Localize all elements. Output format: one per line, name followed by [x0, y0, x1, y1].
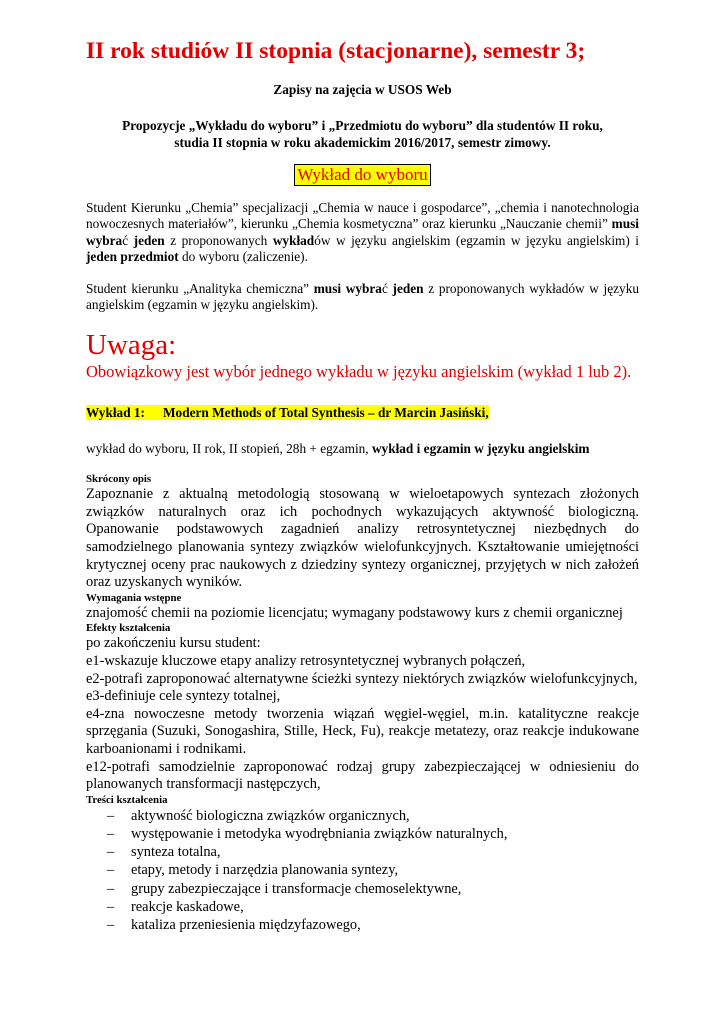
efekty-label: Efekty kształcenia	[86, 622, 171, 635]
document-page	[86, 36, 639, 934]
efekt-item: e1-wskazuje kluczowe etapy analizy retrosyntetycznej wybranych połączeń,	[86, 653, 526, 670]
lecture-1-desc-text: wykład do wyboru, II rok, II stopień, 28h + egzamin,	[86, 440, 372, 456]
para1-one: jeden	[133, 232, 165, 248]
lecture-1-heading	[86, 404, 639, 421]
para1-text-5: do wyboru (zaliczenie).	[178, 248, 308, 264]
skrocony-opis-text: Zapoznanie z aktualną metodologią stosowaną w wieloetapowych syntezach złożonych związków naturalnych oraz ich pochodnych wykazujących aktywność biologiczną. Opanowanie podstawowych zagadnień analizy retrosyntetycznej niezbędnych do samodzielnego planowania syntezy związków wielofunkcyjnych. Kształtowanie umiejętności krytycznej oceny prac naukowych z dziedziny syntezy organicznej, przyjętych w nich założeń oraz uzyskanych wyników.	[86, 486, 639, 591]
dash-bullet-icon: –	[107, 917, 115, 933]
list-item	[107, 843, 639, 861]
uwaga-text: Obowiązkowy jest wybór jednego wykładu w języku angielskim (wykład 1 lub 2).	[86, 361, 632, 381]
lecture-1-label: Wykład 1:	[86, 404, 145, 420]
list-item	[107, 916, 639, 934]
proposal-heading	[86, 117, 639, 151]
paragraph-analityka	[86, 281, 639, 314]
para1-must-choose: musi wybra	[86, 216, 639, 248]
list-item-text: aktywność biologiczna związków organicznych,	[131, 807, 410, 824]
dash-bullet-icon: –	[107, 825, 115, 842]
list-item	[107, 825, 639, 843]
tresci-label: Treści kształcenia	[86, 793, 168, 806]
section-heading: Wykład do wyboru	[294, 164, 430, 186]
list-item-text: występowanie i metodyka wyodrębniania związków naturalnych,	[131, 825, 508, 842]
dash-bullet-icon: –	[107, 898, 115, 915]
para1-text-4: ów w języku angielskim (egzamin w języku angielskim) i	[314, 232, 640, 248]
para2-one: jeden	[392, 281, 424, 297]
para1-text: Student Kierunku „Chemia” specjalizacji „Chemia w nauce i gospodarce”, „chemia i nanotechnologia nowoczesnych materiałów”, kierunku „Chemia kosmetyczna” oraz kierunku „Nauczanie chemii”	[86, 200, 639, 232]
list-item-text: grupy zabezpieczające i transformacje chemoselektywne,	[131, 880, 462, 897]
dash-bullet-icon: –	[107, 862, 115, 879]
lecture-1-name: Modern Methods of Total Synthesis – dr Marcin Jasiński,	[163, 404, 489, 420]
paragraph-chemia	[86, 200, 639, 265]
para2-text: Student kierunku „Analityka chemiczna”	[86, 281, 314, 297]
list-item-text: synteza totalna,	[131, 844, 221, 861]
lecture-1-description	[86, 441, 639, 458]
dash-bullet-icon: –	[107, 844, 115, 861]
list-item	[107, 861, 639, 879]
wymagania-text: znajomość chemii na poziomie licencjatu; wymagany podstawowy kurs z chemii organicznej	[86, 604, 623, 621]
tresci-list	[86, 807, 639, 934]
list-item-text: reakcje kaskadowe,	[131, 898, 244, 915]
section-heading-wrap	[86, 164, 639, 186]
lecture-1-desc-english: wykład i egzamin w języku angielskim	[371, 440, 590, 456]
subtitle: Zapisy na zajęcia w USOS Web	[273, 82, 452, 97]
proposal-line-2: studia II stopnia w roku akademickim 2016/2017, semestr zimowy.	[174, 135, 551, 150]
para1-lecture: wykład	[272, 232, 315, 248]
list-item	[107, 880, 639, 898]
wymagania-label: Wymagania wstępne	[86, 591, 182, 604]
list-item	[107, 898, 639, 916]
para1-text-2: ć	[122, 232, 134, 248]
para1-text-3: z proponowanych	[164, 232, 273, 248]
dash-bullet-icon: –	[107, 880, 115, 897]
skrocony-opis-label: Skrócony opis	[86, 473, 152, 486]
efekt-item: e12-potrafi samodzielnie zaproponować rodzaj grupy zabezpieczającej w odniesieniu do planowanych transformacji następczych,	[86, 758, 639, 793]
uwaga-heading: Uwaga:	[86, 328, 177, 361]
efekt-item: e4-zna nowoczesne metody tworzenia wiązań węgiel-węgiel, m.in. katalityczne reakcje sprzęgania (Suzuki, Sonogashira, Stille, Heck, Fu), reakcje metatezy, oraz reakcje indukowane karboanionami i rodnikami.	[86, 705, 639, 757]
para2-must-choose: musi wybra	[313, 281, 382, 297]
dash-bullet-icon: –	[107, 807, 115, 824]
efekty-intro: po zakończeniu kursu student:	[86, 635, 261, 652]
para2-text-3: z proponowanych wykładów w języku angielskim (egzamin w języku angielskim).	[86, 281, 640, 313]
para1-one-subject: jeden przedmiot	[86, 248, 179, 264]
efekt-item: e3-definiuje cele syntezy totalnej,	[86, 688, 281, 705]
list-item	[107, 807, 639, 825]
page-title: II rok studiów II stopnia (stacjonarne), semestr 3;	[86, 38, 586, 64]
list-item-text: etapy, metody i narzędzia planowania syntezy,	[131, 862, 399, 879]
proposal-line-1: Propozycje „Wykładu do wyboru” i „Przedmiotu do wyboru” dla studentów II roku,	[122, 118, 603, 133]
efekt-item: e2-potrafi zaproponować alternatywne ścieżki syntezy niektórych związków wielofunkcyjnych,	[86, 670, 638, 687]
list-item-text: kataliza przeniesienia międzyfazowego,	[131, 917, 361, 933]
para2-text-2: ć	[381, 281, 393, 297]
